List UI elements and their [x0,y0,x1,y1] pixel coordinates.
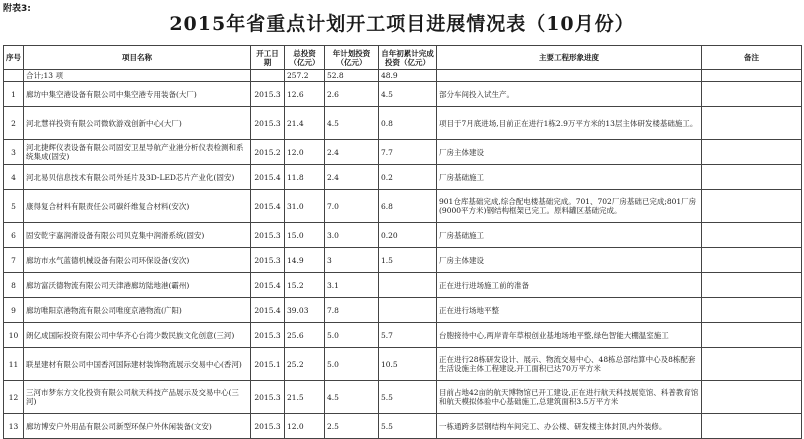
annual-plan: 4.5 [325,381,379,414]
total-investment: 25.6 [285,323,325,348]
row-number: 4 [4,165,24,190]
table-row [4,190,802,223]
row-number: 6 [4,223,24,248]
note-cell [702,140,802,165]
total-investment: 11.8 [285,165,325,190]
progress-text: 台胞接待中心,两岸青年草根创业基地场地平整,绿色智能大棚温室施工 [437,323,702,348]
project-name: 朗亿成国际投资有限公司中华齐心台湾少数民族文化创意(三河) [24,323,251,348]
project-name: 河北捷辉仪表设备有限公司固安卫星导航产业港分析仪表检测和系统集成(固安) [24,140,251,165]
row-number: 11 [4,348,24,381]
table-row [4,107,802,140]
total-investment: 25.2 [285,348,325,381]
progress-text: 正在进行场地平整 [437,298,702,323]
start-date: 2015.3 [251,107,285,140]
start-date: 2015.4 [251,165,285,190]
annual-plan: 2.6 [325,82,379,107]
header-cell: 项目名称 [24,46,251,70]
note-cell [702,107,802,140]
annual-plan: 5.0 [325,323,379,348]
start-date: 2015.4 [251,190,285,223]
total-investment: 21.4 [285,107,325,140]
header-cell: 年计划投资（亿元） [325,46,379,70]
progress-text: 目前占地42亩的航天博物馆已开工建设,正在进行航天科技展览馆、科普教育馆和航天模拟体验中心基础施工,总建筑面积3.5万平方米 [437,381,702,414]
completed-investment: 5.7 [379,323,437,348]
header-cell: 开工日期 [251,46,285,70]
total-completed: 48.9 [379,70,437,82]
note-cell [702,82,802,107]
total-investment: 12.0 [285,414,325,439]
table-row [4,82,802,107]
progress-text: 901仓库基础完成,综合配电楼基础完成。701、702厂房基础已完成;801厂房(9000平方米)钢结构框架已完工。原料罐区基础完成。 [437,190,702,223]
row-number: 8 [4,273,24,298]
note-cell [702,298,802,323]
total-date-cell [251,70,285,82]
header-cell: 总投资（亿元） [285,46,325,70]
table-row [4,223,802,248]
note-cell [702,381,802,414]
progress-text: 正在进行28栋研发设计、展示、物流交易中心、48栋总部结算中心及8栋配套生活设施主体工程建设,开工面积已达70万平方米 [437,348,702,381]
total-progress-cell [437,70,702,82]
start-date: 2015.3 [251,381,285,414]
table-row [4,248,802,273]
start-date: 2015.4 [251,298,285,323]
note-cell [702,165,802,190]
header-cell: 自年初累计完成投资（亿元） [379,46,437,70]
annual-plan: 3.1 [325,273,379,298]
table-row [4,273,802,298]
row-number: 9 [4,298,24,323]
project-name: 固安乾宇嘉润滑设备有限公司贝克集中润滑系统(固安) [24,223,251,248]
completed-investment [379,298,437,323]
note-cell [702,273,802,298]
project-name: 河北易贝信息技术有限公司外延片及3D-LED芯片产业化(固安) [24,165,251,190]
start-date: 2015.1 [251,348,285,381]
total-annual-plan: 52.8 [325,70,379,82]
completed-investment: 1.5 [379,248,437,273]
total-note-cell [702,70,802,82]
note-cell [702,348,802,381]
completed-investment: 5.5 [379,414,437,439]
progress-text: 项目于7月底进场,目前正在进行1栋2.9万平方米的13层主体研发楼基础施工。 [437,107,702,140]
total-investment: 14.9 [285,248,325,273]
start-date: 2015.3 [251,414,285,439]
note-cell [702,223,802,248]
total-label: 合计;13 项 [24,70,251,82]
annual-plan: 7.8 [325,298,379,323]
total-investment: 257.2 [285,70,325,82]
project-name: 河北慧祥投资有限公司微软游戏创新中心(大厂) [24,107,251,140]
note-cell [702,323,802,348]
annual-plan: 4.5 [325,107,379,140]
completed-investment [379,273,437,298]
start-date: 2015.3 [251,248,285,273]
row-number: 13 [4,414,24,439]
completed-investment: 4.5 [379,82,437,107]
total-investment: 39.03 [285,298,325,323]
progress-text: 一栋通跨多层钢结构车间完工、办公楼、研发楼主体封顶,内外装修。 [437,414,702,439]
start-date: 2015.4 [251,273,285,298]
start-date: 2015.3 [251,82,285,107]
completed-investment: 7.7 [379,140,437,165]
progress-table [3,45,802,439]
total-row [4,70,802,82]
project-name: 廊坊唯阳京港物流有限公司唯度京港物流(广阳) [24,298,251,323]
row-number: 3 [4,140,24,165]
project-name: 康得复合材料有限责任公司碳纤维复合材料(安次) [24,190,251,223]
table-row [4,414,802,439]
note-cell [702,190,802,223]
total-investment: 15.0 [285,223,325,248]
table-row [4,323,802,348]
total-no-cell [4,70,24,82]
start-date: 2015.3 [251,323,285,348]
completed-investment: 0.20 [379,223,437,248]
row-number: 2 [4,107,24,140]
progress-text: 厂房基础施工 [437,223,702,248]
completed-investment: 0.2 [379,165,437,190]
project-name: 联星建材有限公司中国香河国际建材装饰物流展示交易中心(香河) [24,348,251,381]
total-investment: 31.0 [285,190,325,223]
annual-plan: 2.4 [325,140,379,165]
start-date: 2015.3 [251,223,285,248]
completed-investment: 5.5 [379,381,437,414]
header-cell: 序号 [4,46,24,70]
annual-plan: 2.4 [325,165,379,190]
progress-text: 厂房主体建设 [437,140,702,165]
table-row [4,140,802,165]
note-cell [702,248,802,273]
attachment-label: 附表3: [3,4,31,14]
table-row [4,165,802,190]
table-row [4,348,802,381]
page-title: 2015年省重点计划开工项目进展情况表（10月份） [169,13,635,35]
note-cell [702,414,802,439]
progress-text: 正在进行进场施工前的准备 [437,273,702,298]
total-investment: 21.5 [285,381,325,414]
row-number: 12 [4,381,24,414]
total-investment: 15.2 [285,273,325,298]
progress-text: 厂房主体建设 [437,248,702,273]
annual-plan: 3.0 [325,223,379,248]
annual-plan: 7.0 [325,190,379,223]
project-name: 三河市梦东方文化投资有限公司航天科技产品展示及交易中心(三河) [24,381,251,414]
total-investment: 12.6 [285,82,325,107]
project-name: 廊坊富沃德物流有限公司天津港廊坊陆地港(霸州) [24,273,251,298]
project-name: 廊坊博安户外用品有限公司新型环保户外休闲装备(文安) [24,414,251,439]
header-cell: 主要工程形象进度 [437,46,702,70]
annual-plan: 2.5 [325,414,379,439]
completed-investment: 6.8 [379,190,437,223]
annual-plan: 5.0 [325,348,379,381]
project-name: 廊坊市水气蓝德机械设备有限公司环保设备(安次) [24,248,251,273]
project-name: 廊坊中集空港设备有限公司中集空港专用装备(大厂) [24,82,251,107]
start-date: 2015.2 [251,140,285,165]
progress-text: 部分车间投入试生产。 [437,82,702,107]
total-investment: 12.0 [285,140,325,165]
table-header-row [4,46,802,70]
header-cell: 备注 [702,46,802,70]
row-number: 10 [4,323,24,348]
table-row [4,381,802,414]
row-number: 5 [4,190,24,223]
completed-investment: 0.8 [379,107,437,140]
row-number: 7 [4,248,24,273]
progress-text: 厂房基础施工 [437,165,702,190]
annual-plan: 3 [325,248,379,273]
completed-investment: 10.5 [379,348,437,381]
row-number: 1 [4,82,24,107]
table-row [4,298,802,323]
